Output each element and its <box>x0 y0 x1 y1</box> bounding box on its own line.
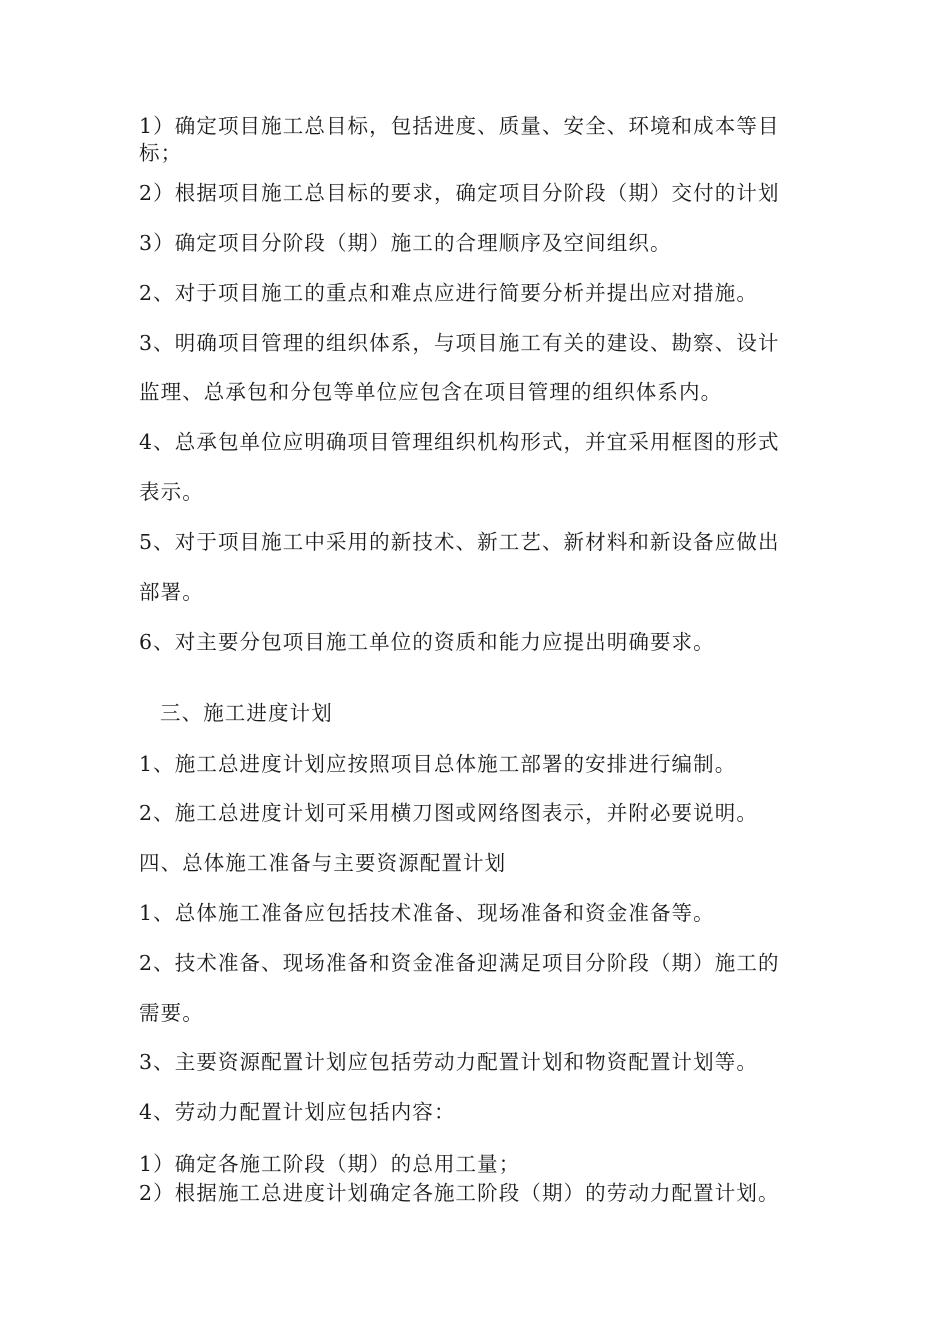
list-item: 监理、总承包和分包等单位应包含在项目管理的组织体系内。 <box>139 380 723 404</box>
list-item: 2、技术准备、现场准备和资金准备迎满足项目分阶段（期）施工的 <box>139 951 780 975</box>
list-item: 2）根据项目施工总目标的要求，确定项目分阶段（期）交付的计划 <box>139 181 780 205</box>
list-item: 2）根据施工总进度计划确定各施工阶段（期）的劳动力配置计划。 <box>139 1181 780 1205</box>
list-item: 5、对于项目施工中采用的新技术、新工艺、新材料和新设备应做出 <box>139 530 780 554</box>
list-item: 2、施工总进度计划可采用横刀图或网络图表示，并附必要说明。 <box>139 801 758 825</box>
list-item: 3、明确项目管理的组织体系，与项目施工有关的建设、勘察、设计 <box>139 331 780 355</box>
section-heading: 四、总体施工准备与主要资源配置计划 <box>139 851 507 875</box>
list-item: 表示。 <box>139 480 204 504</box>
list-item: 部署。 <box>139 580 204 604</box>
list-item: 6、对主要分包项目施工单位的资质和能力应提出明确要求。 <box>139 630 715 654</box>
list-item: 需要。 <box>139 1001 204 1025</box>
section-heading: 三、施工进度计划 <box>160 701 333 725</box>
list-item: 标； <box>139 141 183 165</box>
list-item: 1）确定各施工阶段（期）的总用工量； <box>139 1152 521 1176</box>
list-item: 1、总体施工准备应包括技术准备、现场准备和资金准备等。 <box>139 901 715 925</box>
list-item: 4、总承包单位应明确项目管理组织机构形式，并宜采用框图的形式 <box>139 430 780 454</box>
list-item: 3）确定项目分阶段（期）施工的合理顺序及空间组织。 <box>139 231 672 255</box>
list-item: 2、对于项目施工的重点和难点应进行简要分析并提出应对措施。 <box>139 281 758 305</box>
list-item: 1）确定项目施工总目标，包括进度、质量、安全、环境和成本等目 <box>139 114 780 138</box>
list-item: 3、主要资源配置计划应包括劳动力配置计划和物资配置计划等。 <box>139 1050 758 1074</box>
list-item: 1、施工总进度计划应按照项目总体施工部署的安排进行编制。 <box>139 752 737 776</box>
list-item: 4、劳动力配置计划应包括内容： <box>139 1100 456 1124</box>
